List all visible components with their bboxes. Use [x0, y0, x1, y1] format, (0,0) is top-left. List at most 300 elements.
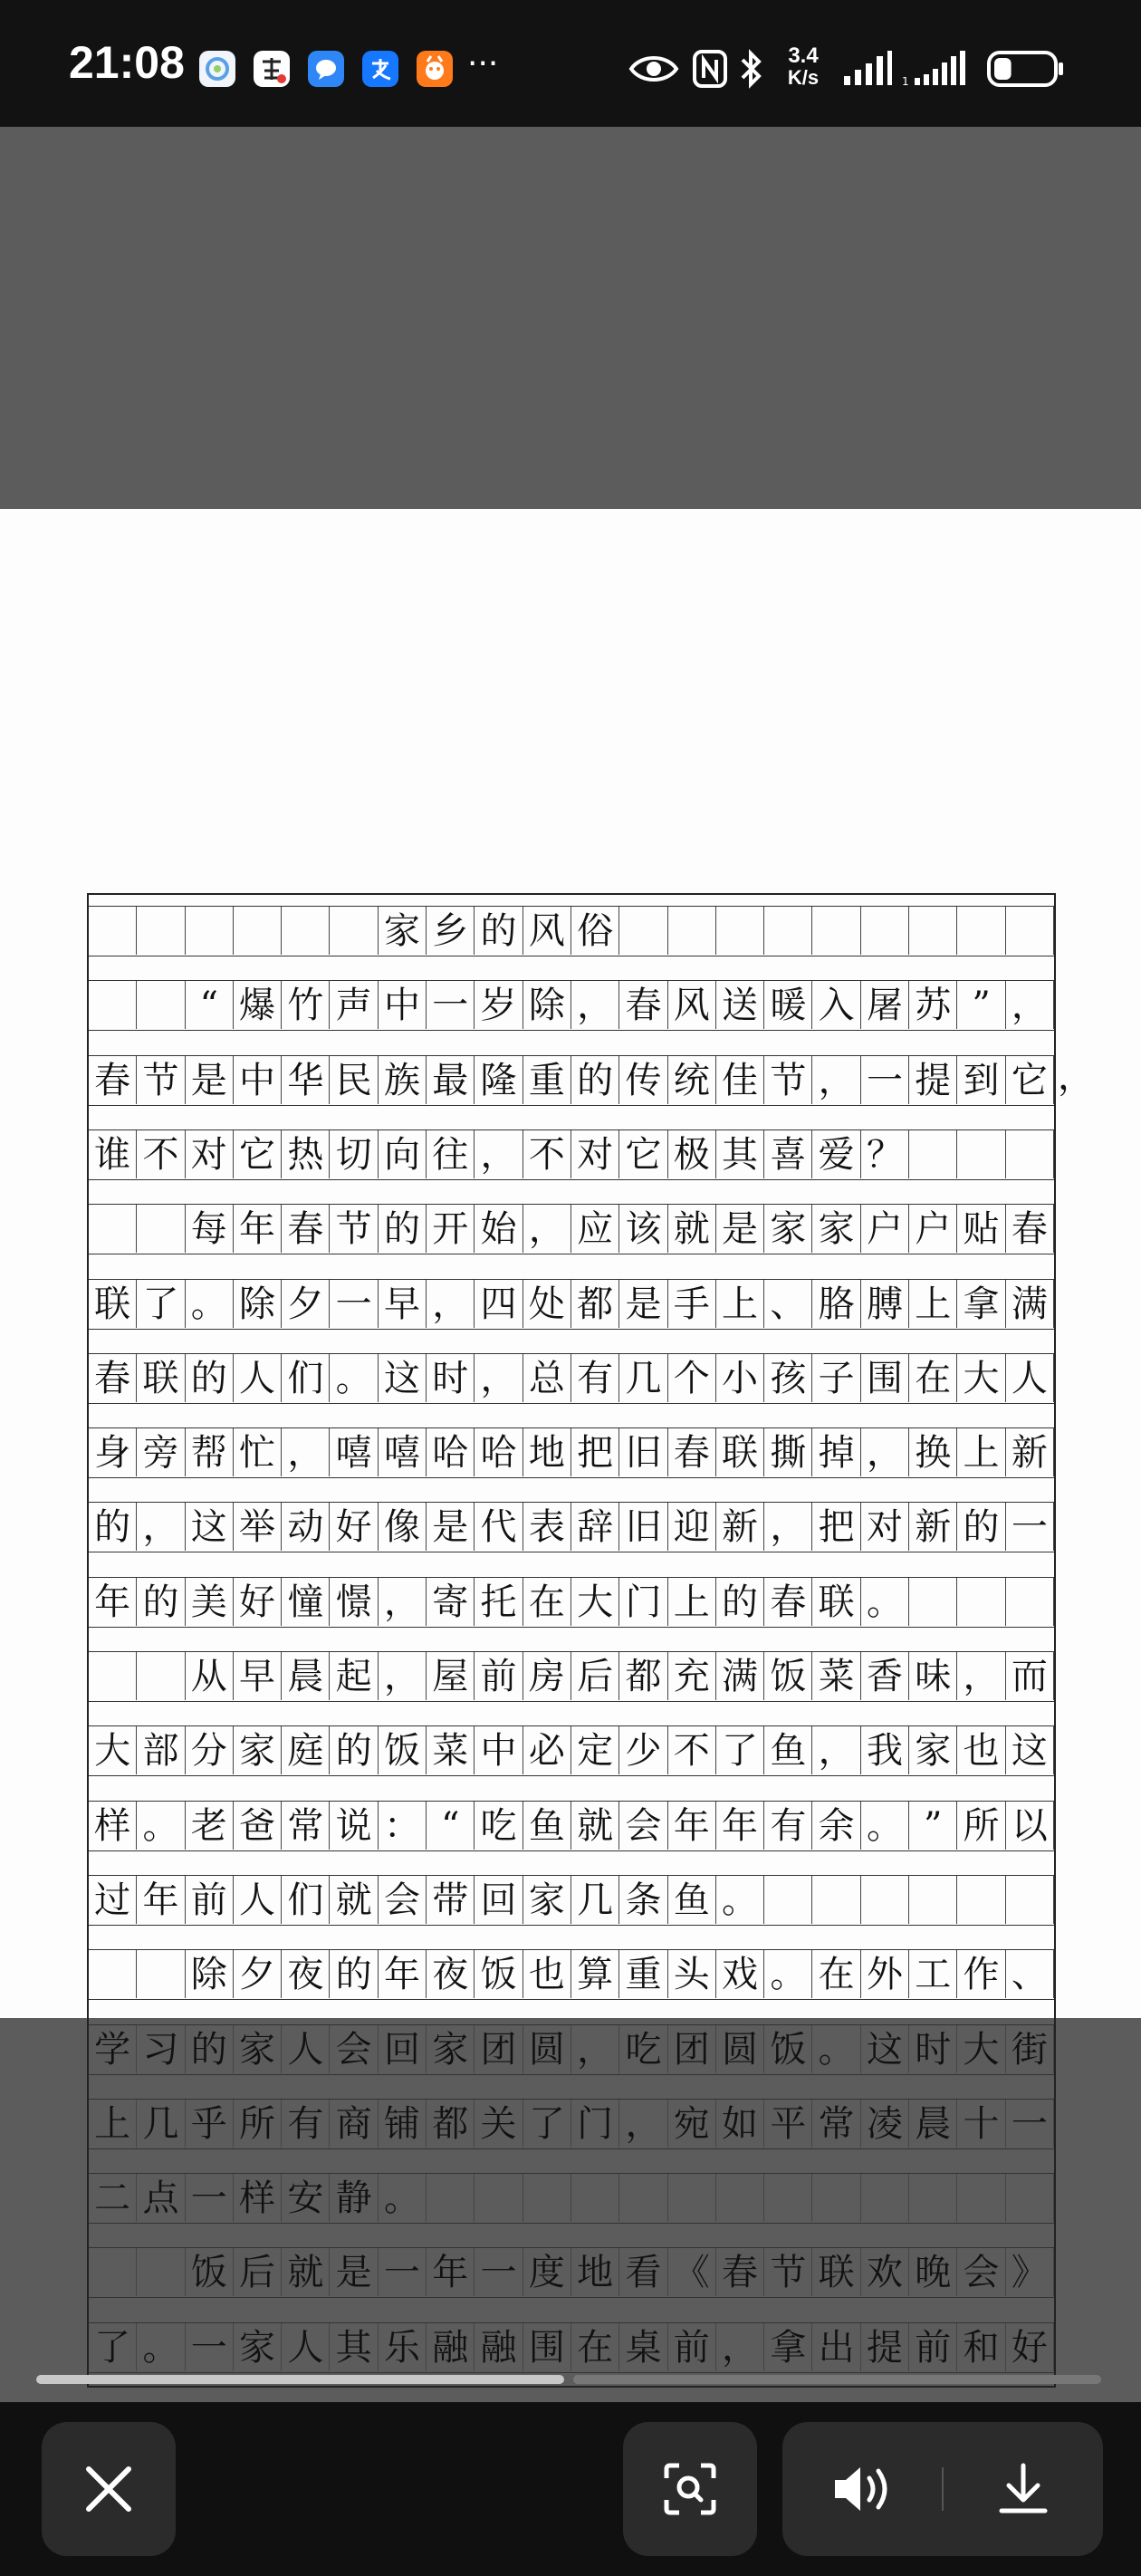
grid-cell: 这 — [186, 1503, 234, 1551]
grid-cell: 往 — [427, 1130, 475, 1178]
grid-cell: 这 — [379, 1354, 427, 1402]
grid-cell: ” — [957, 981, 1005, 1029]
grid-cell: 新 — [1006, 1428, 1054, 1476]
grid-cell: 年 — [379, 1950, 427, 1998]
essay-row — [89, 1427, 1054, 1478]
bottom-toolbar — [0, 2402, 1141, 2576]
grid-cell: 嘻 — [379, 1428, 427, 1476]
grid-cell — [571, 2174, 619, 2222]
grid-cell: 家 — [523, 1876, 571, 1924]
grid-cell: 送 — [716, 981, 764, 1029]
grid-cell: 头 — [668, 1950, 716, 1998]
grid-cell: 晨 — [282, 1652, 330, 1700]
grid-cell: 一 — [186, 2323, 234, 2371]
grid-cell: 向 — [379, 1130, 427, 1178]
download-button[interactable] — [944, 2422, 1103, 2556]
grid-cell: 联 — [716, 1428, 764, 1476]
grid-cell: 热 — [282, 1130, 330, 1178]
grid-cell: 会 — [379, 1876, 427, 1924]
grid-cell: ， — [571, 2025, 619, 2073]
grid-cell: 家 — [234, 2025, 282, 2073]
grid-cell: 算 — [571, 1950, 619, 1998]
grid-cell: 出 — [813, 2323, 861, 2371]
grid-cell: 菜 — [427, 1726, 475, 1774]
grid-cell: 民 — [331, 1056, 379, 1104]
grid-cell: 一 — [186, 2174, 234, 2222]
grid-cell: 一 — [427, 981, 475, 1029]
grid-cell: 饭 — [379, 1726, 427, 1774]
grid-cell: 条 — [619, 1876, 667, 1924]
grid-cell: 在 — [571, 2323, 619, 2371]
grid-cell: 贴 — [957, 1205, 1005, 1253]
grid-cell: 节 — [764, 1056, 812, 1104]
grid-cell: 团 — [475, 2025, 523, 2073]
grid-cell: 声 — [331, 981, 379, 1029]
grid-cell — [813, 2174, 861, 2222]
grid-cell: 帮 — [186, 1428, 234, 1476]
grid-cell: 味 — [909, 1652, 957, 1700]
grid-cell: 联 — [89, 1280, 137, 1328]
grid-cell: 在 — [523, 1578, 571, 1626]
grid-cell: ， — [571, 981, 619, 1029]
grid-cell: 十 — [957, 2100, 1005, 2148]
grid-cell: “ — [427, 1802, 475, 1850]
grid-cell: 户 — [861, 1205, 909, 1253]
grid-cell: 除 — [186, 1950, 234, 1998]
grid-cell: ， — [475, 1354, 523, 1402]
grid-cell — [1006, 907, 1054, 955]
grid-cell: 提 — [861, 2323, 909, 2371]
grid-cell: 拿 — [957, 1280, 1005, 1328]
grid-cell: 充 — [668, 1652, 716, 1700]
grid-cell: 掉 — [813, 1428, 861, 1476]
grid-cell — [186, 907, 234, 955]
grid-cell: 、 — [764, 1280, 812, 1328]
grid-cell: 们 — [282, 1354, 330, 1402]
grid-cell: 圆 — [523, 2025, 571, 2073]
grid-cell: 带 — [427, 1876, 475, 1924]
grid-cell: 孩 — [764, 1354, 812, 1402]
grid-cell: 总 — [523, 1354, 571, 1402]
grid-cell: 忙 — [234, 1428, 282, 1476]
grid-cell: ， — [523, 1205, 571, 1253]
grid-cell: 的 — [186, 1354, 234, 1402]
grid-cell: 外 — [861, 1950, 909, 1998]
grid-cell: 满 — [716, 1652, 764, 1700]
grid-cell: 节 — [137, 1056, 185, 1104]
grid-cell: 膊 — [861, 1280, 909, 1328]
grid-cell — [909, 907, 957, 955]
speaker-icon — [831, 2464, 895, 2514]
grid-cell: 大 — [957, 1354, 1005, 1402]
grid-cell: 春 — [89, 1354, 137, 1402]
grid-cell: 夕 — [234, 1950, 282, 1998]
grid-cell: 时 — [427, 1354, 475, 1402]
grid-cell: 应 — [571, 1205, 619, 1253]
grid-cell: 岁 — [475, 981, 523, 1029]
speaker-button[interactable] — [782, 2422, 942, 2556]
essay-row — [89, 2024, 1054, 2075]
grid-cell: 人 — [234, 1354, 282, 1402]
grid-cell: 早 — [234, 1652, 282, 1700]
grid-cell: 撕 — [764, 1428, 812, 1476]
grid-cell: ： — [379, 1802, 427, 1850]
grid-cell: 节 — [764, 2248, 812, 2296]
grid-cell: 对 — [571, 1130, 619, 1178]
grid-cell: 。 — [186, 1280, 234, 1328]
grid-cell: 定 — [571, 1726, 619, 1774]
grid-cell: 常 — [282, 1802, 330, 1850]
grid-cell: 传 — [619, 1056, 667, 1104]
grid-cell: 《 — [668, 2248, 716, 2296]
grid-cell: 几 — [137, 2100, 185, 2148]
grid-cell: 、 — [1006, 1950, 1054, 1998]
page-progress-indicator — [36, 2375, 1101, 2384]
grid-cell: 托 — [475, 1578, 523, 1626]
grid-cell: 门 — [571, 2100, 619, 2148]
grid-cell: 前 — [668, 2323, 716, 2371]
grid-cell: 中 — [379, 981, 427, 1029]
grid-cell: 春 — [282, 1205, 330, 1253]
grid-cell: 人 — [234, 1876, 282, 1924]
grid-cell: 。 — [137, 1802, 185, 1850]
grid-cell: 上 — [909, 1280, 957, 1328]
grid-cell: 屋 — [427, 1652, 475, 1700]
grid-cell — [861, 907, 909, 955]
grid-cell: 嘻 — [331, 1428, 379, 1476]
more-notifications: ··· — [467, 45, 499, 82]
essay-row — [89, 1502, 1054, 1552]
grid-cell: 围 — [523, 2323, 571, 2371]
chat-bubble-icon — [308, 51, 344, 87]
grid-cell: 少 — [619, 1726, 667, 1774]
eye-icon — [628, 53, 679, 85]
grid-cell: 家 — [379, 907, 427, 955]
close-button[interactable] — [42, 2422, 176, 2556]
grid-cell: 鱼 — [764, 1726, 812, 1774]
svg-text:1: 1 — [902, 75, 909, 87]
grid-cell — [137, 907, 185, 955]
progress-inactive-segment — [573, 2375, 1101, 2384]
zhi-app-icon — [254, 51, 290, 87]
grid-cell — [668, 2174, 716, 2222]
grid-cell: 谁 — [89, 1130, 137, 1178]
grid-cell: 这 — [1006, 1726, 1054, 1774]
grid-cell — [764, 2174, 812, 2222]
grid-cell: 的 — [475, 907, 523, 955]
grid-cell — [813, 1876, 861, 1924]
grid-cell: 个 — [668, 1354, 716, 1402]
grid-cell: 上 — [89, 2100, 137, 2148]
grid-cell: 庭 — [282, 1726, 330, 1774]
grid-cell: 习 — [137, 2025, 185, 2073]
grid-cell: 年 — [427, 2248, 475, 2296]
grid-cell: “ — [186, 981, 234, 1029]
grid-cell: 春 — [668, 1428, 716, 1476]
essay-photo[interactable] — [0, 509, 1141, 2369]
grid-cell: 欢 — [861, 2248, 909, 2296]
grid-cell: 饭 — [475, 1950, 523, 1998]
grid-cell: 憧 — [282, 1578, 330, 1626]
grid-cell: 人 — [282, 2025, 330, 2073]
grid-cell: 回 — [475, 1876, 523, 1924]
grid-cell: 拿 — [764, 2323, 812, 2371]
grid-cell: ？ — [861, 1130, 909, 1178]
grid-cell: 每 — [186, 1205, 234, 1253]
grid-cell: 团 — [668, 2025, 716, 2073]
gallery-icon — [199, 51, 235, 87]
grid-cell: 举 — [234, 1503, 282, 1551]
grid-cell: 的 — [331, 1950, 379, 1998]
grid-cell: 几 — [571, 1876, 619, 1924]
grid-cell: 家 — [909, 1726, 957, 1774]
progress-active-segment — [36, 2375, 564, 2384]
grid-cell: 春 — [764, 1578, 812, 1626]
essay-row — [89, 1801, 1054, 1851]
image-viewer[interactable] — [0, 127, 1141, 2402]
grid-cell: 爸 — [234, 1802, 282, 1850]
grid-cell: 极 — [668, 1130, 716, 1178]
grid-cell — [137, 2248, 185, 2296]
grid-cell: 就 — [282, 2248, 330, 2296]
grid-cell: 年 — [668, 1802, 716, 1850]
grid-cell: 把 — [571, 1428, 619, 1476]
grid-cell: 像 — [379, 1503, 427, 1551]
grid-cell: 样 — [89, 1802, 137, 1850]
grid-cell: 过 — [89, 1876, 137, 1924]
grid-cell: 它 — [234, 1130, 282, 1178]
grid-cell: 华 — [282, 1056, 330, 1104]
grid-cell: 了 — [716, 1726, 764, 1774]
grid-cell — [89, 1652, 137, 1700]
grid-cell: 夜 — [427, 1950, 475, 1998]
grid-cell: 隆 — [475, 1056, 523, 1104]
grid-cell: 平 — [764, 2100, 812, 2148]
grid-cell: 必 — [523, 1726, 571, 1774]
grid-cell: 这 — [861, 2025, 909, 2073]
grid-cell: 在 — [909, 1354, 957, 1402]
grid-cell: 俗 — [571, 907, 619, 955]
grid-cell: 入 — [813, 981, 861, 1029]
grid-cell — [813, 907, 861, 955]
grid-cell: 满 — [1006, 1280, 1054, 1328]
network-speed-value: 3.4 — [788, 43, 819, 68]
grid-cell — [909, 2174, 957, 2222]
grid-cell: 。 — [331, 1354, 379, 1402]
signal-icon — [842, 51, 893, 87]
grid-cell: 是 — [427, 1503, 475, 1551]
grid-cell — [137, 1205, 185, 1253]
grid-cell — [619, 907, 667, 955]
grid-cell: 一 — [331, 1280, 379, 1328]
grid-cell: 会 — [331, 2025, 379, 2073]
close-icon — [83, 2464, 134, 2514]
grid-cell: 老 — [186, 1802, 234, 1850]
grid-cell: 其 — [331, 2323, 379, 2371]
grid-cell: 春 — [619, 981, 667, 1029]
grid-cell: 的 — [379, 1205, 427, 1253]
grid-cell: 。 — [813, 2025, 861, 2073]
grid-cell: 年 — [234, 1205, 282, 1253]
grid-cell: 表 — [523, 1503, 571, 1551]
grid-cell — [957, 1578, 1005, 1626]
grid-cell — [137, 1652, 185, 1700]
grid-cell: 的 — [331, 1726, 379, 1774]
grid-cell: ， — [379, 1578, 427, 1626]
grid-cell: 节 — [331, 1205, 379, 1253]
grid-cell — [89, 1950, 137, 1998]
bluetooth-icon — [739, 47, 764, 91]
scan-button[interactable] — [623, 2422, 757, 2556]
grid-cell: 都 — [571, 1280, 619, 1328]
grid-cell — [861, 1876, 909, 1924]
alipay-icon — [362, 51, 398, 87]
grid-cell: 度 — [523, 2248, 571, 2296]
grid-cell — [668, 907, 716, 955]
essay-row — [89, 1279, 1054, 1330]
grid-cell: 家 — [764, 1205, 812, 1253]
grid-cell: 部 — [137, 1726, 185, 1774]
grid-cell: 大 — [571, 1578, 619, 1626]
grid-cell: 而 — [1006, 1652, 1054, 1700]
grid-cell — [1006, 2174, 1054, 2222]
grid-cell: 风 — [523, 907, 571, 955]
grid-cell: 房 — [523, 1652, 571, 1700]
grid-cell — [331, 907, 379, 955]
grid-cell: 哈 — [475, 1428, 523, 1476]
grid-cell: 换 — [909, 1428, 957, 1476]
grid-cell — [716, 2174, 764, 2222]
essay-grid-paper — [87, 893, 1094, 2388]
grid-cell: 早 — [379, 1280, 427, 1328]
grid-cell: 学 — [89, 2025, 137, 2073]
grid-cell: 了 — [137, 1280, 185, 1328]
grid-cell — [716, 907, 764, 955]
grid-cell: 人 — [1006, 1354, 1054, 1402]
grid-cell — [909, 1876, 957, 1924]
grid-cell — [427, 2174, 475, 2222]
grid-cell: 的 — [716, 1578, 764, 1626]
grid-cell: 该 — [619, 1205, 667, 1253]
margin-punctuation: ， — [1058, 1055, 1094, 1098]
grid-cell: 是 — [619, 1280, 667, 1328]
grid-cell: 夜 — [282, 1950, 330, 1998]
grid-cell: 香 — [861, 1652, 909, 1700]
grid-cell: 美 — [186, 1578, 234, 1626]
grid-cell: 我 — [861, 1726, 909, 1774]
grid-cell: 们 — [282, 1876, 330, 1924]
grid-cell — [475, 2174, 523, 2222]
grid-cell — [957, 907, 1005, 955]
grid-cell: 时 — [909, 2025, 957, 2073]
grid-cell: 手 — [668, 1280, 716, 1328]
grid-cell: 凌 — [861, 2100, 909, 2148]
grid-cell: 样 — [234, 2174, 282, 2222]
grid-cell: 圆 — [716, 2025, 764, 2073]
essay-row — [89, 1204, 1054, 1254]
grid-cell — [137, 981, 185, 1029]
grid-cell: 上 — [716, 1280, 764, 1328]
grid-cell: 回 — [379, 2025, 427, 2073]
signal-icon-2 — [902, 51, 971, 87]
grid-cell: 工 — [909, 1950, 957, 1998]
grid-cell: 和 — [957, 2323, 1005, 2371]
grid-cell: 哈 — [427, 1428, 475, 1476]
grid-cell: 晚 — [909, 2248, 957, 2296]
grid-cell: ， — [1006, 981, 1054, 1029]
grid-cell — [89, 981, 137, 1029]
grid-cell — [137, 1950, 185, 1998]
grid-cell: 迎 — [668, 1503, 716, 1551]
grid-cell — [89, 1205, 137, 1253]
grid-cell: 处 — [523, 1280, 571, 1328]
grid-cell: 是 — [186, 1056, 234, 1104]
grid-cell: 一 — [1006, 1503, 1054, 1551]
essay-row — [89, 1651, 1054, 1702]
grid-cell — [1006, 1130, 1054, 1178]
grid-cell: 春 — [1006, 1205, 1054, 1253]
grid-cell: 前 — [186, 1876, 234, 1924]
scan-icon — [663, 2462, 717, 2516]
grid-cell: 的 — [186, 2025, 234, 2073]
grid-cell: 族 — [379, 1056, 427, 1104]
grid-cell: 中 — [475, 1726, 523, 1774]
grid-cell: 联 — [813, 1578, 861, 1626]
grid-cell: 以 — [1006, 1802, 1054, 1850]
grid-cell: 好 — [234, 1578, 282, 1626]
grid-cell: 上 — [957, 1428, 1005, 1476]
grid-cell: ， — [813, 1056, 861, 1104]
essay-title-row — [89, 906, 1054, 956]
grid-cell: 中 — [234, 1056, 282, 1104]
essay-row — [89, 2173, 1054, 2224]
essay-row — [89, 1875, 1054, 1926]
grid-cell: 都 — [427, 2100, 475, 2148]
essay-row — [89, 1353, 1054, 1404]
grid-cell: 年 — [137, 1876, 185, 1924]
grid-cell: 子 — [813, 1354, 861, 1402]
grid-cell: 是 — [716, 1205, 764, 1253]
grid-cell: 不 — [523, 1130, 571, 1178]
grid-cell: 余 — [813, 1802, 861, 1850]
grid-cell — [1006, 1578, 1054, 1626]
grid-cell — [764, 907, 812, 955]
grid-cell: 如 — [716, 2100, 764, 2148]
grid-cell: 商 — [331, 2100, 379, 2148]
download-icon — [996, 2462, 1050, 2516]
grid-cell: 鱼 — [668, 1876, 716, 1924]
grid-cell: 年 — [716, 1802, 764, 1850]
grid-cell: 乐 — [379, 2323, 427, 2371]
grid-cell: 饭 — [764, 1652, 812, 1700]
grid-cell: 胳 — [813, 1280, 861, 1328]
grid-cell: 的 — [571, 1056, 619, 1104]
grid-cell: 家 — [234, 2323, 282, 2371]
grid-cell: 鱼 — [523, 1802, 571, 1850]
grid-cell: 宛 — [668, 2100, 716, 2148]
grid-cell: 人 — [282, 2323, 330, 2371]
grid-cell: 春 — [716, 2248, 764, 2296]
grid-cell: 会 — [619, 1802, 667, 1850]
grid-cell: 切 — [331, 1130, 379, 1178]
grid-cell: 新 — [909, 1503, 957, 1551]
grid-cell: ， — [716, 2323, 764, 2371]
grid-cell — [957, 1876, 1005, 1924]
grid-cell: ， — [379, 1652, 427, 1700]
grid-cell: 爱 — [813, 1130, 861, 1178]
grid-cell: 。 — [137, 2323, 185, 2371]
grid-cell: 佳 — [716, 1056, 764, 1104]
